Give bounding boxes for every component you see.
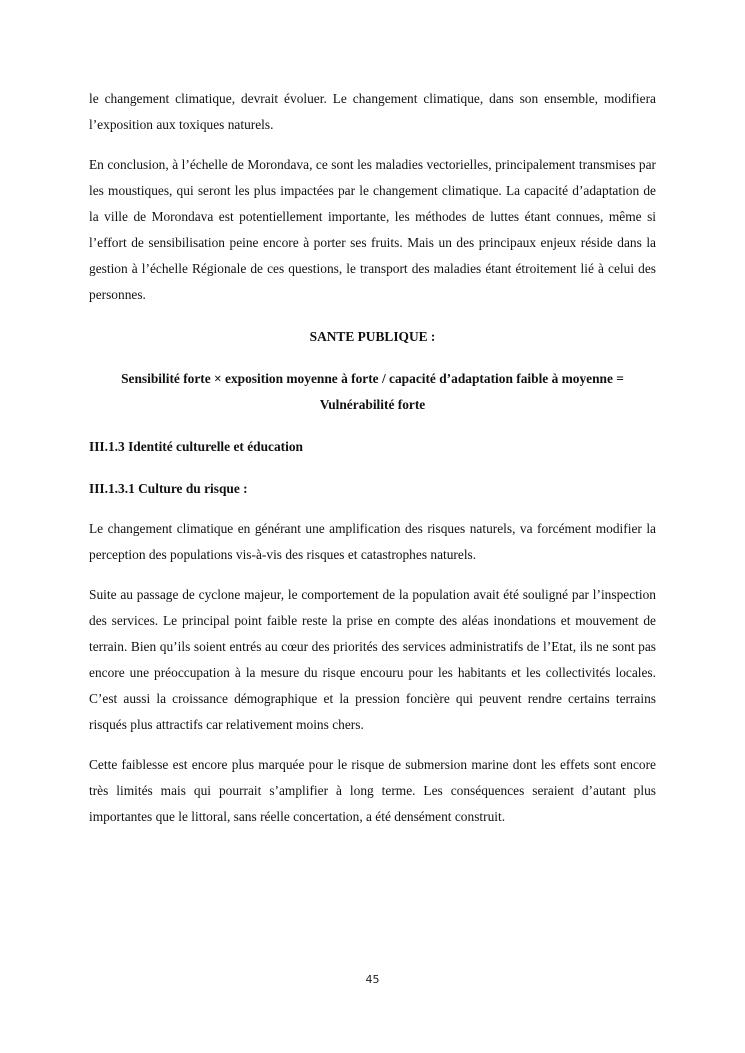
page-number: 45 [365,973,380,986]
vulnerability-formula [89,366,656,418]
subsection-heading-culture-risque: III.1.3.1 Culture du risque : [89,481,248,496]
heading-sante-publique: SANTE PUBLIQUE : [309,329,436,344]
paragraph-climate-exposure: le changement climatique, devrait évoluer. Le changement climatique, dans son ensemble, modifiera l’exposition aux toxiques naturels. [89,91,656,132]
paragraph-perception-risques: Le changement climatique en générant une amplification des risques naturels, va forcément modifier la perception des populations vis-à-vis des risques et catastrophes naturels. [89,521,656,562]
vulnerability-formula-line1: Sensibilité forte × exposition moyenne à forte / capacité d’adaptation faible à moyenne = [121,371,624,386]
paragraph-cyclone-comportement: Suite au passage de cyclone majeur, le comportement de la population avait été souligné par l’inspection des services. Le principal point faible reste la prise en compte des aléas inondations et mouvement de terrain. Bien qu’ils soient entrés au cœur des priorités des services administratifs de l’Etat, ils ne sont pas encore une préoccupation à la mesure du risque encouru pour les habitants et les collectivités locales. C’est aussi la croissance démographique et la pression foncière qui peuvent rendre certains terrains risqués plus attractifs car relativement moins chers. [89,587,656,732]
document-body [89,86,656,830]
paragraph-submersion-marine: Cette faiblesse est encore plus marquée pour le risque de submersion marine dont les effets sont encore très limités mais qui pourrait s’amplifier à long terme. Les conséquences seraient d’autant plus importantes que le littoral, sans réelle concertation, a été densément construit. [89,757,656,824]
paragraph-conclusion-morondava: En conclusion, à l’échelle de Morondava, ce sont les maladies vectorielles, principalement transmises par les moustiques, qui seront les plus impactées par le changement climatique. La capacité d’adaptation de la ville de Morondava est potentiellement importante, les méthodes de luttes étant connues, même si l’effort de sensibilisation peine encore à porter ses fruits. Mais un des principaux enjeux réside dans la gestion à l’échelle Régionale de ces questions, le transport des maladies étant étroitement lié à celui des personnes. [89,157,656,302]
vulnerability-formula-line2: Vulnérabilité forte [319,397,426,412]
section-heading-identite-culturelle: III.1.3 Identité culturelle et éducation [89,439,303,454]
